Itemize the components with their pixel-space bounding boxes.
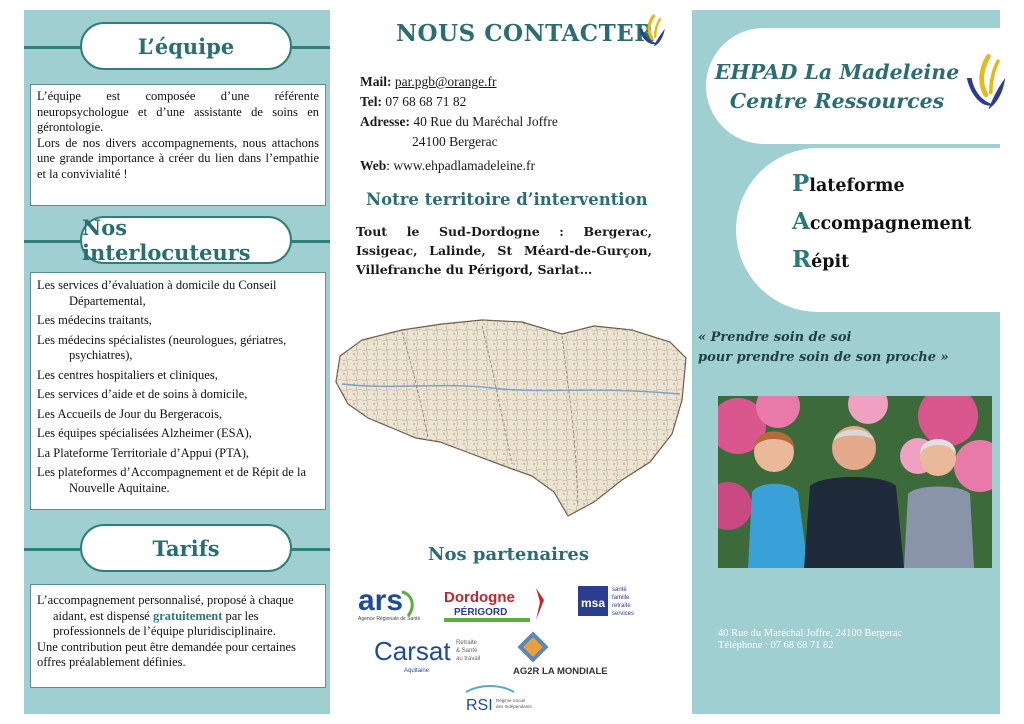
msa-tag: santé [612, 587, 627, 593]
dordogne-logo-text: Dordogne [444, 589, 515, 606]
quote [698, 328, 998, 368]
dordogne-logo-sub: PÉRIGORD [454, 607, 508, 618]
equipe-text-box [30, 84, 326, 206]
rsi-logo-sub: Régime Social [496, 698, 526, 703]
pfr-line-p [792, 166, 972, 204]
ag2r-logo [513, 631, 608, 677]
msa-logo [578, 586, 634, 617]
quote-line-2: pour prendre soin de son proche » [698, 350, 949, 365]
msa-tag: retraite [612, 603, 631, 609]
carsat-logo [374, 636, 480, 674]
contact-title: NOUS CONTACTER [396, 20, 654, 47]
mail-link[interactable]: par.pgb@orange.fr [394, 74, 497, 89]
gratuitement-highlight: gratuitement [152, 608, 223, 623]
web-link[interactable]: : www.ehpadlamadeleine.fr [386, 158, 535, 173]
interlocuteurs-list [30, 272, 326, 510]
madeleine-logo-icon [962, 54, 1010, 114]
tel-value: 07 68 68 71 82 [385, 94, 467, 109]
pfr-cap: A [792, 208, 810, 235]
rsi-logo-sub: des Indépendants [496, 704, 532, 709]
territoire-title: Notre territoire d’intervention [366, 190, 648, 209]
list-item: La Plateforme Territoriale d’Appui (PTA), [37, 445, 250, 460]
list-item: Les médecins traitants, [37, 313, 152, 327]
quote-line-1: « Prendre soin de soi [698, 330, 852, 345]
territory-map [332, 316, 690, 518]
territoire-text: Tout le Sud-Dordogne : Bergerac, Issigeac, Lalinde, St Méard-de-Gurçon, Villefranche du Périgord, Sarlat… [356, 224, 652, 277]
pfr-line-a [792, 204, 972, 242]
tarifs-title: Tarifs [80, 524, 292, 572]
equipe-title: L’équipe [80, 22, 292, 70]
org-name-line-1: EHPAD La Madeleine [714, 60, 960, 84]
contact-mail-row [360, 72, 660, 92]
pfr-cap: R [792, 246, 812, 273]
contact-address-row [360, 112, 660, 132]
list-item: Les équipes spécialisées Alzheimer (ESA), [37, 426, 252, 440]
tarifs-text: par les professionnels de l’équipe pluridisciplinaire. [53, 608, 276, 638]
rsi-logo [466, 686, 533, 714]
rsi-logo-text: RSI [466, 697, 493, 714]
pfr-acronym [792, 166, 972, 280]
msa-tag: famille [612, 595, 630, 601]
ars-logo-sub: Agence Régionale de Santé [358, 616, 421, 622]
contact-web-row [360, 156, 660, 176]
list-item: Les médecins spécialistes (neurologues, gériatres, psychiatres), [37, 332, 287, 362]
equipe-header [24, 22, 330, 72]
tarifs-paragraph-1 [37, 593, 319, 640]
madeleine-logo-icon [636, 14, 668, 50]
address-line-2: 24100 Bergerac [412, 134, 498, 149]
org-name [712, 58, 962, 116]
list-item: Les services d’aide et de soins à domicile, [37, 387, 248, 401]
contact-block [360, 72, 660, 176]
pfr-word: ccompagnement [809, 214, 972, 234]
list-item: Les Accueils de Jour du Bergeracois, [37, 406, 223, 421]
pfr-word: lateforme [809, 176, 905, 196]
tarifs-header [24, 524, 330, 574]
address-label: Adresse: [360, 114, 410, 129]
footer-contact [718, 628, 998, 652]
dordogne-logo [444, 588, 544, 622]
seniors-photo [718, 396, 992, 568]
contact-tel-row [360, 92, 660, 112]
equipe-paragraph-2: Lors de nos divers accompagnements, nous attachons une grande importance à créer du lien dans l’empathie et la convivialité ! [37, 135, 319, 181]
list-item: Les centres hospitaliers et cliniques, [37, 367, 218, 382]
footer-phone: Téléphone : 07 68 68 71 82 [718, 640, 834, 651]
pfr-word: épit [811, 252, 850, 272]
web-label: Web [360, 158, 387, 173]
footer-address: 40 Rue du Maréchal Joffre, 24100 Bergerac [718, 628, 903, 639]
tel-label: Tel: [360, 94, 383, 109]
ars-logo-text: ars [358, 584, 404, 617]
ars-logo [358, 584, 420, 622]
pfr-cap: P [792, 170, 810, 197]
list-item: Les services d’évaluation à domicile du Conseil Départemental, [37, 278, 277, 308]
carsat-tag: & Santé [456, 648, 478, 654]
interlocuteurs-header [24, 216, 330, 266]
tarifs-text: L’accompagnement personnalisé, proposé à chaque aidant, est dispensé [37, 593, 294, 623]
carsat-tag: au travail [456, 656, 481, 662]
partenaires-title: Nos partenaires [428, 544, 590, 565]
msa-logo-text: msa [581, 596, 606, 610]
interlocuteurs-title: Nos interlocuteurs [80, 216, 292, 264]
mail-label: Mail: [360, 74, 392, 89]
partner-logos [350, 580, 670, 720]
left-panel [24, 10, 330, 714]
msa-tag: services [612, 611, 635, 617]
list-item: Les plateformes d’Accompagnement et de Répit de la Nouvelle Aquitaine. [37, 465, 306, 495]
equipe-paragraph-1: L’équipe est composée d’une référente neuropsychologue et d’une assistante de soins en gérontologie. [37, 89, 319, 134]
carsat-logo-text: Carsat [374, 636, 451, 666]
ag2r-logo-text: AG2R LA MONDIALE [513, 666, 608, 677]
carsat-tag: Retraite [456, 640, 478, 646]
tarifs-paragraph-2: Une contribution peut être demandée pour certaines offres préalablement définies. [37, 639, 296, 669]
carsat-logo-sub: Aquitaine [404, 668, 430, 674]
pfr-line-r [792, 242, 972, 280]
org-name-line-2: Centre Ressources [729, 89, 945, 113]
address-line-1: 40 Rue du Maréchal Joffre [413, 114, 558, 129]
tarifs-text-box [30, 584, 326, 688]
